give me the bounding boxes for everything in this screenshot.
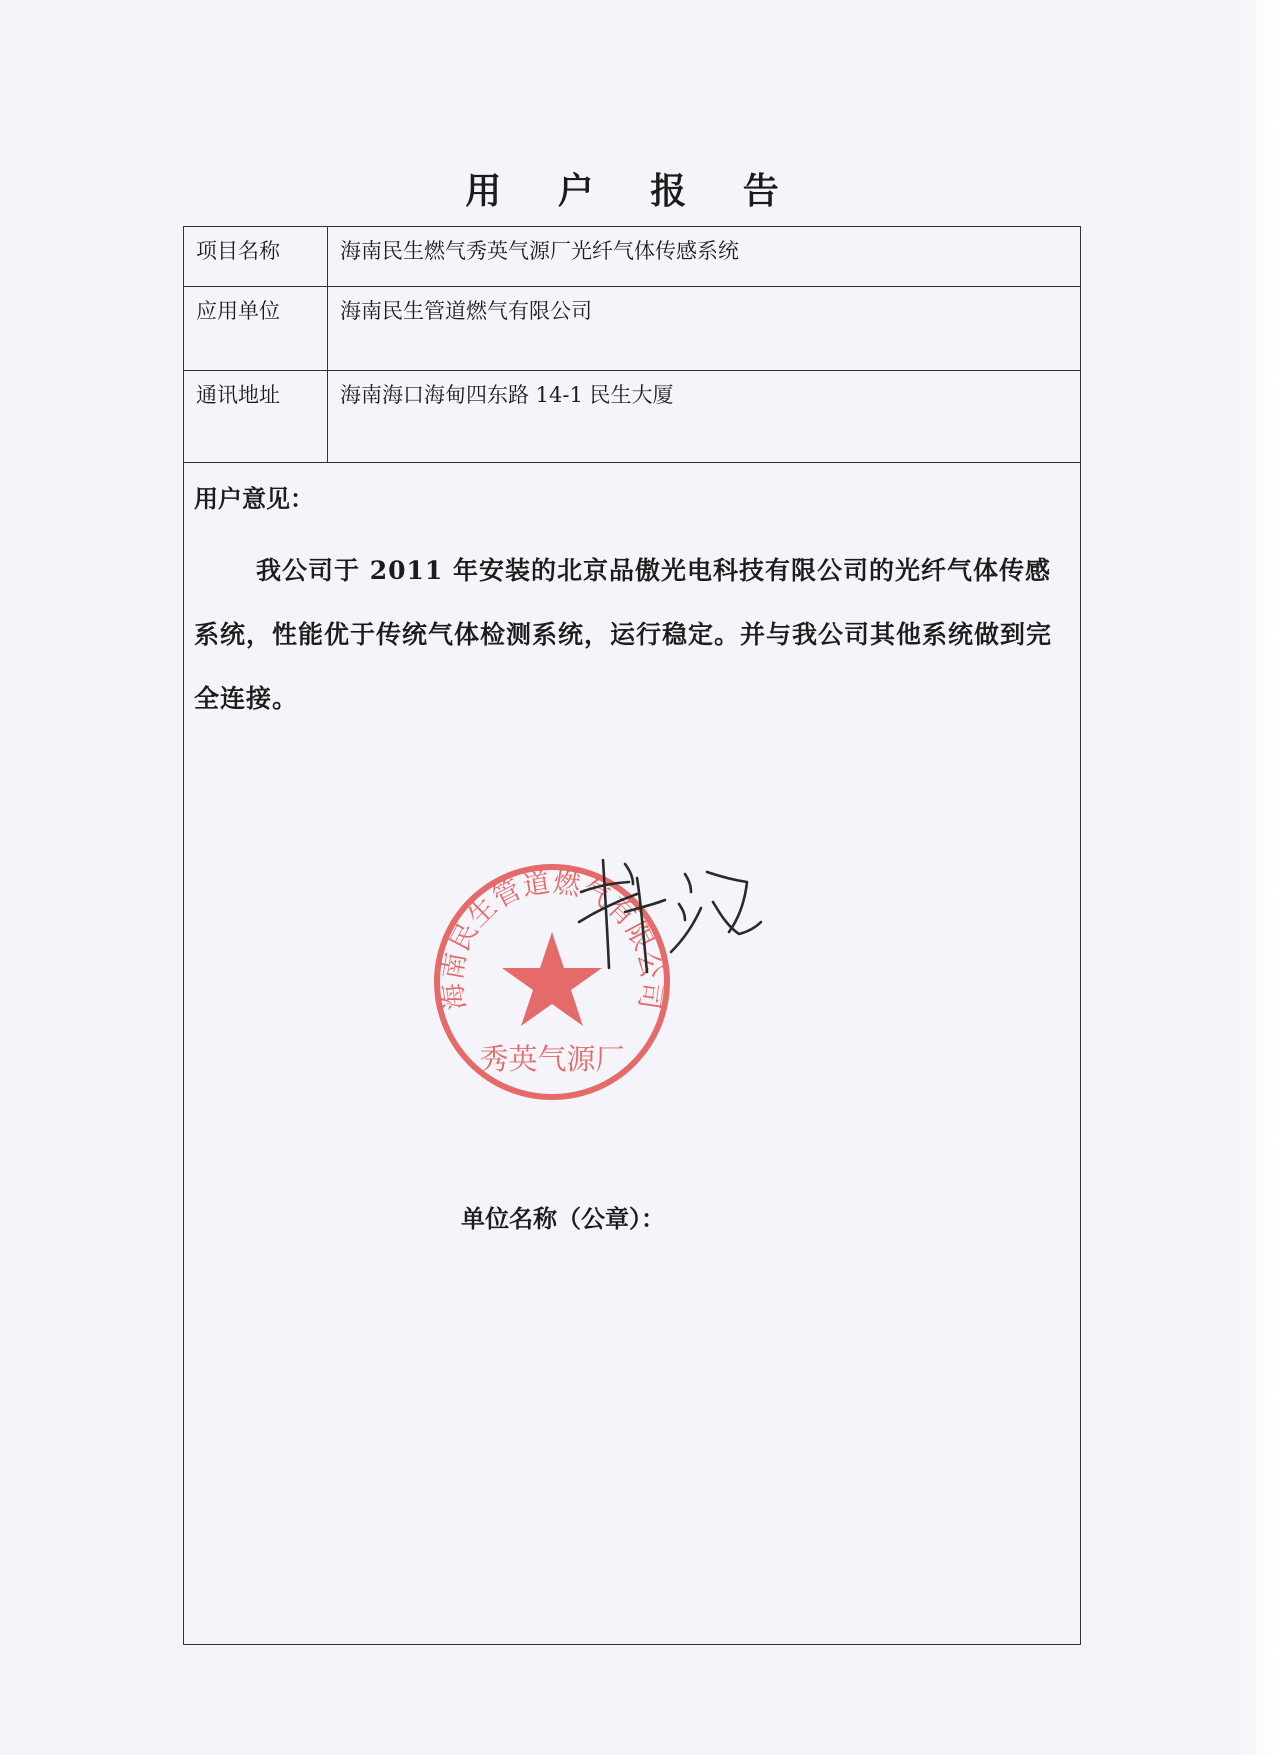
project-name-label: 项目名称 <box>184 227 328 286</box>
row-project-name <box>184 227 1080 287</box>
handwritten-signature <box>567 852 767 982</box>
user-opinion-label: 用户意见： <box>194 484 314 513</box>
application-unit-value: 海南民生管道燃气有限公司 <box>340 299 592 323</box>
page-edge <box>1238 0 1275 1755</box>
application-unit-label: 应用单位 <box>184 287 328 370</box>
address-label: 通讯地址 <box>184 371 328 462</box>
seal-bottom-text: 秀英气源厂 <box>479 1042 625 1076</box>
address-value: 海南海口海甸四东路 14-1 民生大厦 <box>340 383 674 407</box>
user-opinion-text: 我公司于 2011 年安装的北京品傲光电科技有限公司的光纤气体传感系统，性能优于传统气体检测系统，运行稳定。并与我公司其他系统做到完全连接。 <box>194 556 1053 713</box>
row-application-unit <box>184 287 1080 371</box>
report-title: 用 户 报 告 <box>465 170 801 212</box>
seal-arc-text: 海南民生管道燃气有限公司 <box>437 867 667 1013</box>
unit-name-seal-label: 单位名称（公章）： <box>461 1204 665 1233</box>
row-address <box>184 371 1080 463</box>
project-name-value: 海南民生燃气秀英气源厂光纤气体传感系统 <box>340 239 739 263</box>
